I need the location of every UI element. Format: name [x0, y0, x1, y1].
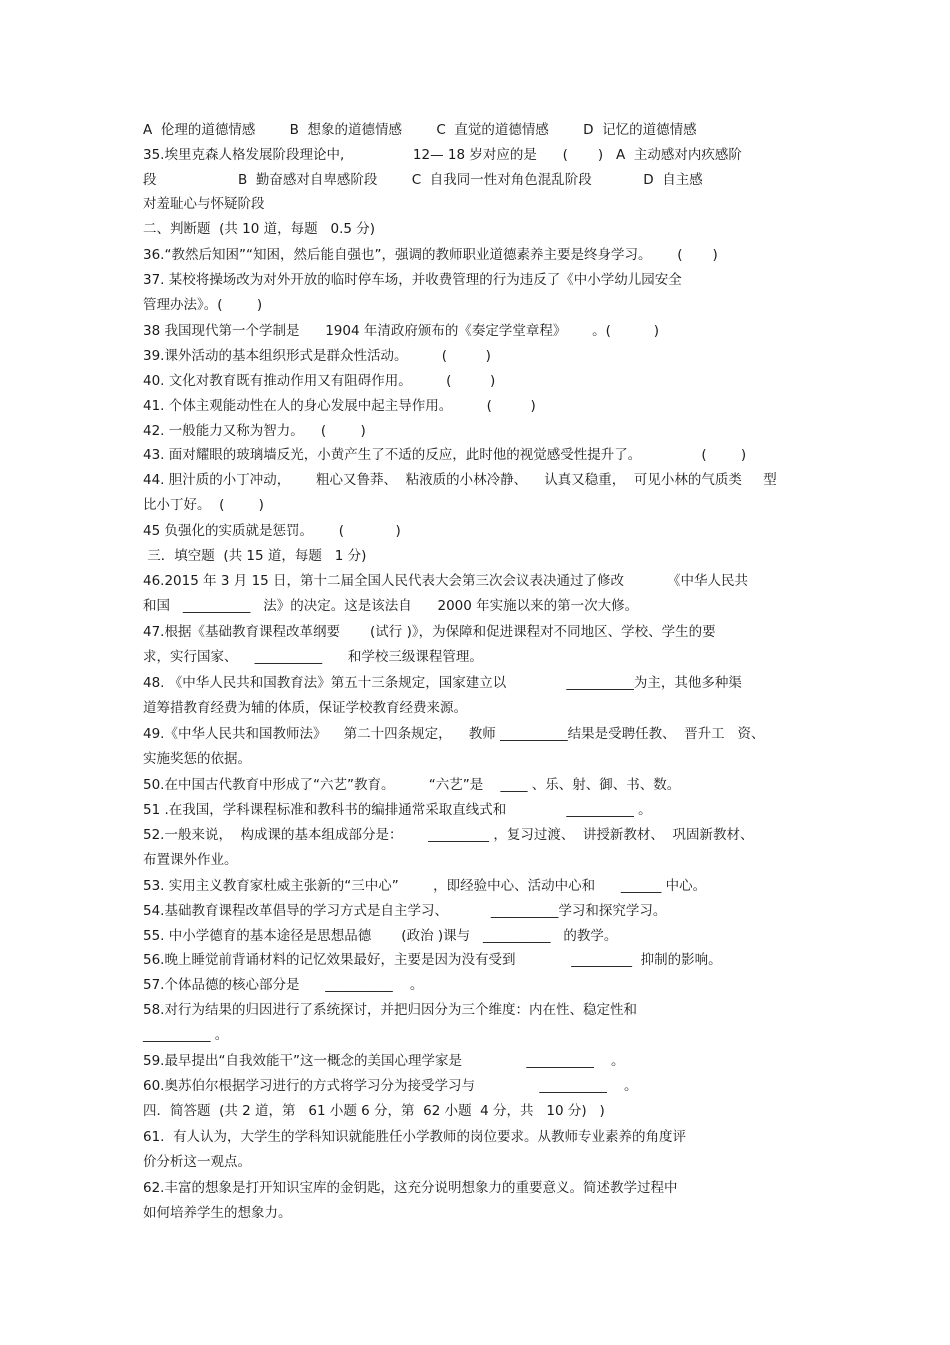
q61-line-1: 61. 有人认为，大学生的学科知识就能胜任小学教师的岗位要求。从教师专业素养的角度评 [143, 1128, 687, 1145]
q46-line-2: 和国 __________ 法》的决定。这是该法自 2000 年实施以来的第一次大修。 [143, 597, 639, 614]
q42: 42. 一般能力又称为智力。 ( ) [143, 422, 366, 439]
q47-line-2: 求，实行国家、 __________ 和学校三级课程管理。 [143, 648, 483, 665]
exam-page [143, 118, 813, 1226]
q43: 43. 面对耀眼的玻璃墙反光，小黄产生了不适的反应，此时他的视觉感受性提升了。 ( ) [143, 447, 747, 464]
q34-options: A 伦理的道德情感 B 想象的道德情感 C 直觉的道德情感 D 记忆的道德情感 [143, 122, 697, 138]
q48-line-2: 道筹措教育经费为辅的体质，保证学校教育经费来源。 [143, 699, 467, 716]
q41: 41. 个体主观能动性在人的身心发展中起主导作用。 ( ) [143, 397, 536, 414]
q58-line-2: __________ 。 [143, 1026, 229, 1043]
q51: 51 .在我国，学科课程标准和教科书的编排通常采取直线式和 __________ 。 [143, 802, 652, 819]
q44-line-1: 44. 胆汁质的小丁冲动， 粗心又鲁莽、 粘液质的小林冷静、 认真又稳重， 可见小林的气质类 型 [143, 472, 777, 489]
q40: 40. 文化对教育既有推动作用又有阻碍作用。 ( ) [143, 372, 496, 389]
section-2-heading: 二、判断题 (共 10 道，每题 0.5 分) [143, 221, 376, 238]
q62-line-1: 62.丰富的想象是打开知识宝库的金钥匙，这充分说明想象力的重要意义。简述教学过程中 [143, 1179, 678, 1196]
q38: 38 我国现代第一个学制是 1904 年清政府颁布的《奏定学堂章程》 。( ) [143, 323, 660, 340]
q53: 53. 实用主义教育家杜威主张新的“三中心” ，即经验中心、活动中心和 ______ 中心。 [143, 877, 707, 894]
q54: 54.基础教育课程改革倡导的学习方式是自主学习、 __________学习和探究学习。 [143, 902, 667, 919]
q52-line-1: 52.一般来说， 构成课的基本组成部分是： _________ ，复习过渡、 讲授新教材、 巩固新教材、 [143, 826, 754, 843]
q60: 60.奥苏伯尔根据学习进行的方式将学习分为接受学习与 __________ 。 [143, 1077, 638, 1094]
q52-line-2: 布置课外作业。 [143, 851, 238, 868]
q37-line-2: 管理办法》。( ) [143, 297, 263, 314]
q47-line-1: 47.根据《基础教育课程改革纲要 (试行 )》，为保障和促进课程对不同地区、学校、学生的要 [143, 623, 716, 640]
q48-line-1: 48. 《中华人民共和国教育法》第五十三条规定，国家建立以 __________为主，其他多种渠 [143, 675, 742, 692]
section-4-heading: 四．简答题 (共 2 道，第 61 小题 6 分，第 62 小题 4 分，共 10 分) ) [143, 1102, 605, 1119]
q49-line-2: 实施奖惩的依据。 [143, 750, 251, 767]
q35-line-1: 35.埃里克森人格发展阶段理论中, 12— 18 岁对应的是 ( ) A 主动感对内疚感阶 [143, 146, 742, 163]
q35-line-3: 对羞耻心与怀疑阶段 [143, 196, 265, 213]
q39: 39.课外活动的基本组织形式是群众性活动。 ( ) [143, 348, 491, 365]
q49-line-1: 49.《中华人民共和国教师法》 第二十四条规定， 教师 __________结果是受聘任教、 晋升工 资、 [143, 726, 765, 743]
q44-line-2: 比小丁好。 ( ) [143, 496, 264, 513]
q59: 59.最早提出“自我效能干”这一概念的美国心理学家是 __________ 。 [143, 1052, 625, 1069]
q61-line-2: 价分析这一观点。 [143, 1153, 251, 1170]
q37-line-1: 37. 某校将操场改为对外开放的临时停车场，并收费管理的行为违反了《中小学幼儿园安全 [143, 272, 682, 289]
section-3-heading: 三．填空题 (共 15 道，每题 1 分) [143, 548, 367, 565]
q35-line-2: 段 B 勤奋感对自卑感阶段 C 自我同一性对角色混乱阶段 D 自主感 [143, 171, 703, 188]
q58-line-1: 58.对行为结果的归因进行了系统探讨，并把归因分为三个维度：内在性、稳定性和 [143, 1001, 637, 1018]
q36: 36.“教然后知困”“知困，然后能自强也”，强调的教师职业道德素养主要是终身学习。 ( ) [143, 247, 718, 264]
q57: 57.个体品德的核心部分是 __________ 。 [143, 977, 424, 994]
q56: 56.晚上睡觉前背诵材料的记忆效果最好，主要是因为没有受到 _________ 抑制的影响。 [143, 952, 722, 969]
q55: 55. 中小学德育的基本途径是思想品德 (政治 )课与 __________ 的教学。 [143, 927, 618, 944]
q46-line-1: 46.2015 年 3 月 15 日，第十二届全国人民代表大会第三次会议表决通过了修改 《中华人民共 [143, 572, 748, 589]
q50: 50.在中国古代教育中形成了“六艺”教育。 “六艺”是 ____ 、乐、射、御、书、数。 [143, 777, 681, 794]
q45: 45 负强化的实质就是惩罚。 ( ) [143, 523, 401, 540]
q62-line-2: 如何培养学生的想象力。 [143, 1204, 292, 1221]
